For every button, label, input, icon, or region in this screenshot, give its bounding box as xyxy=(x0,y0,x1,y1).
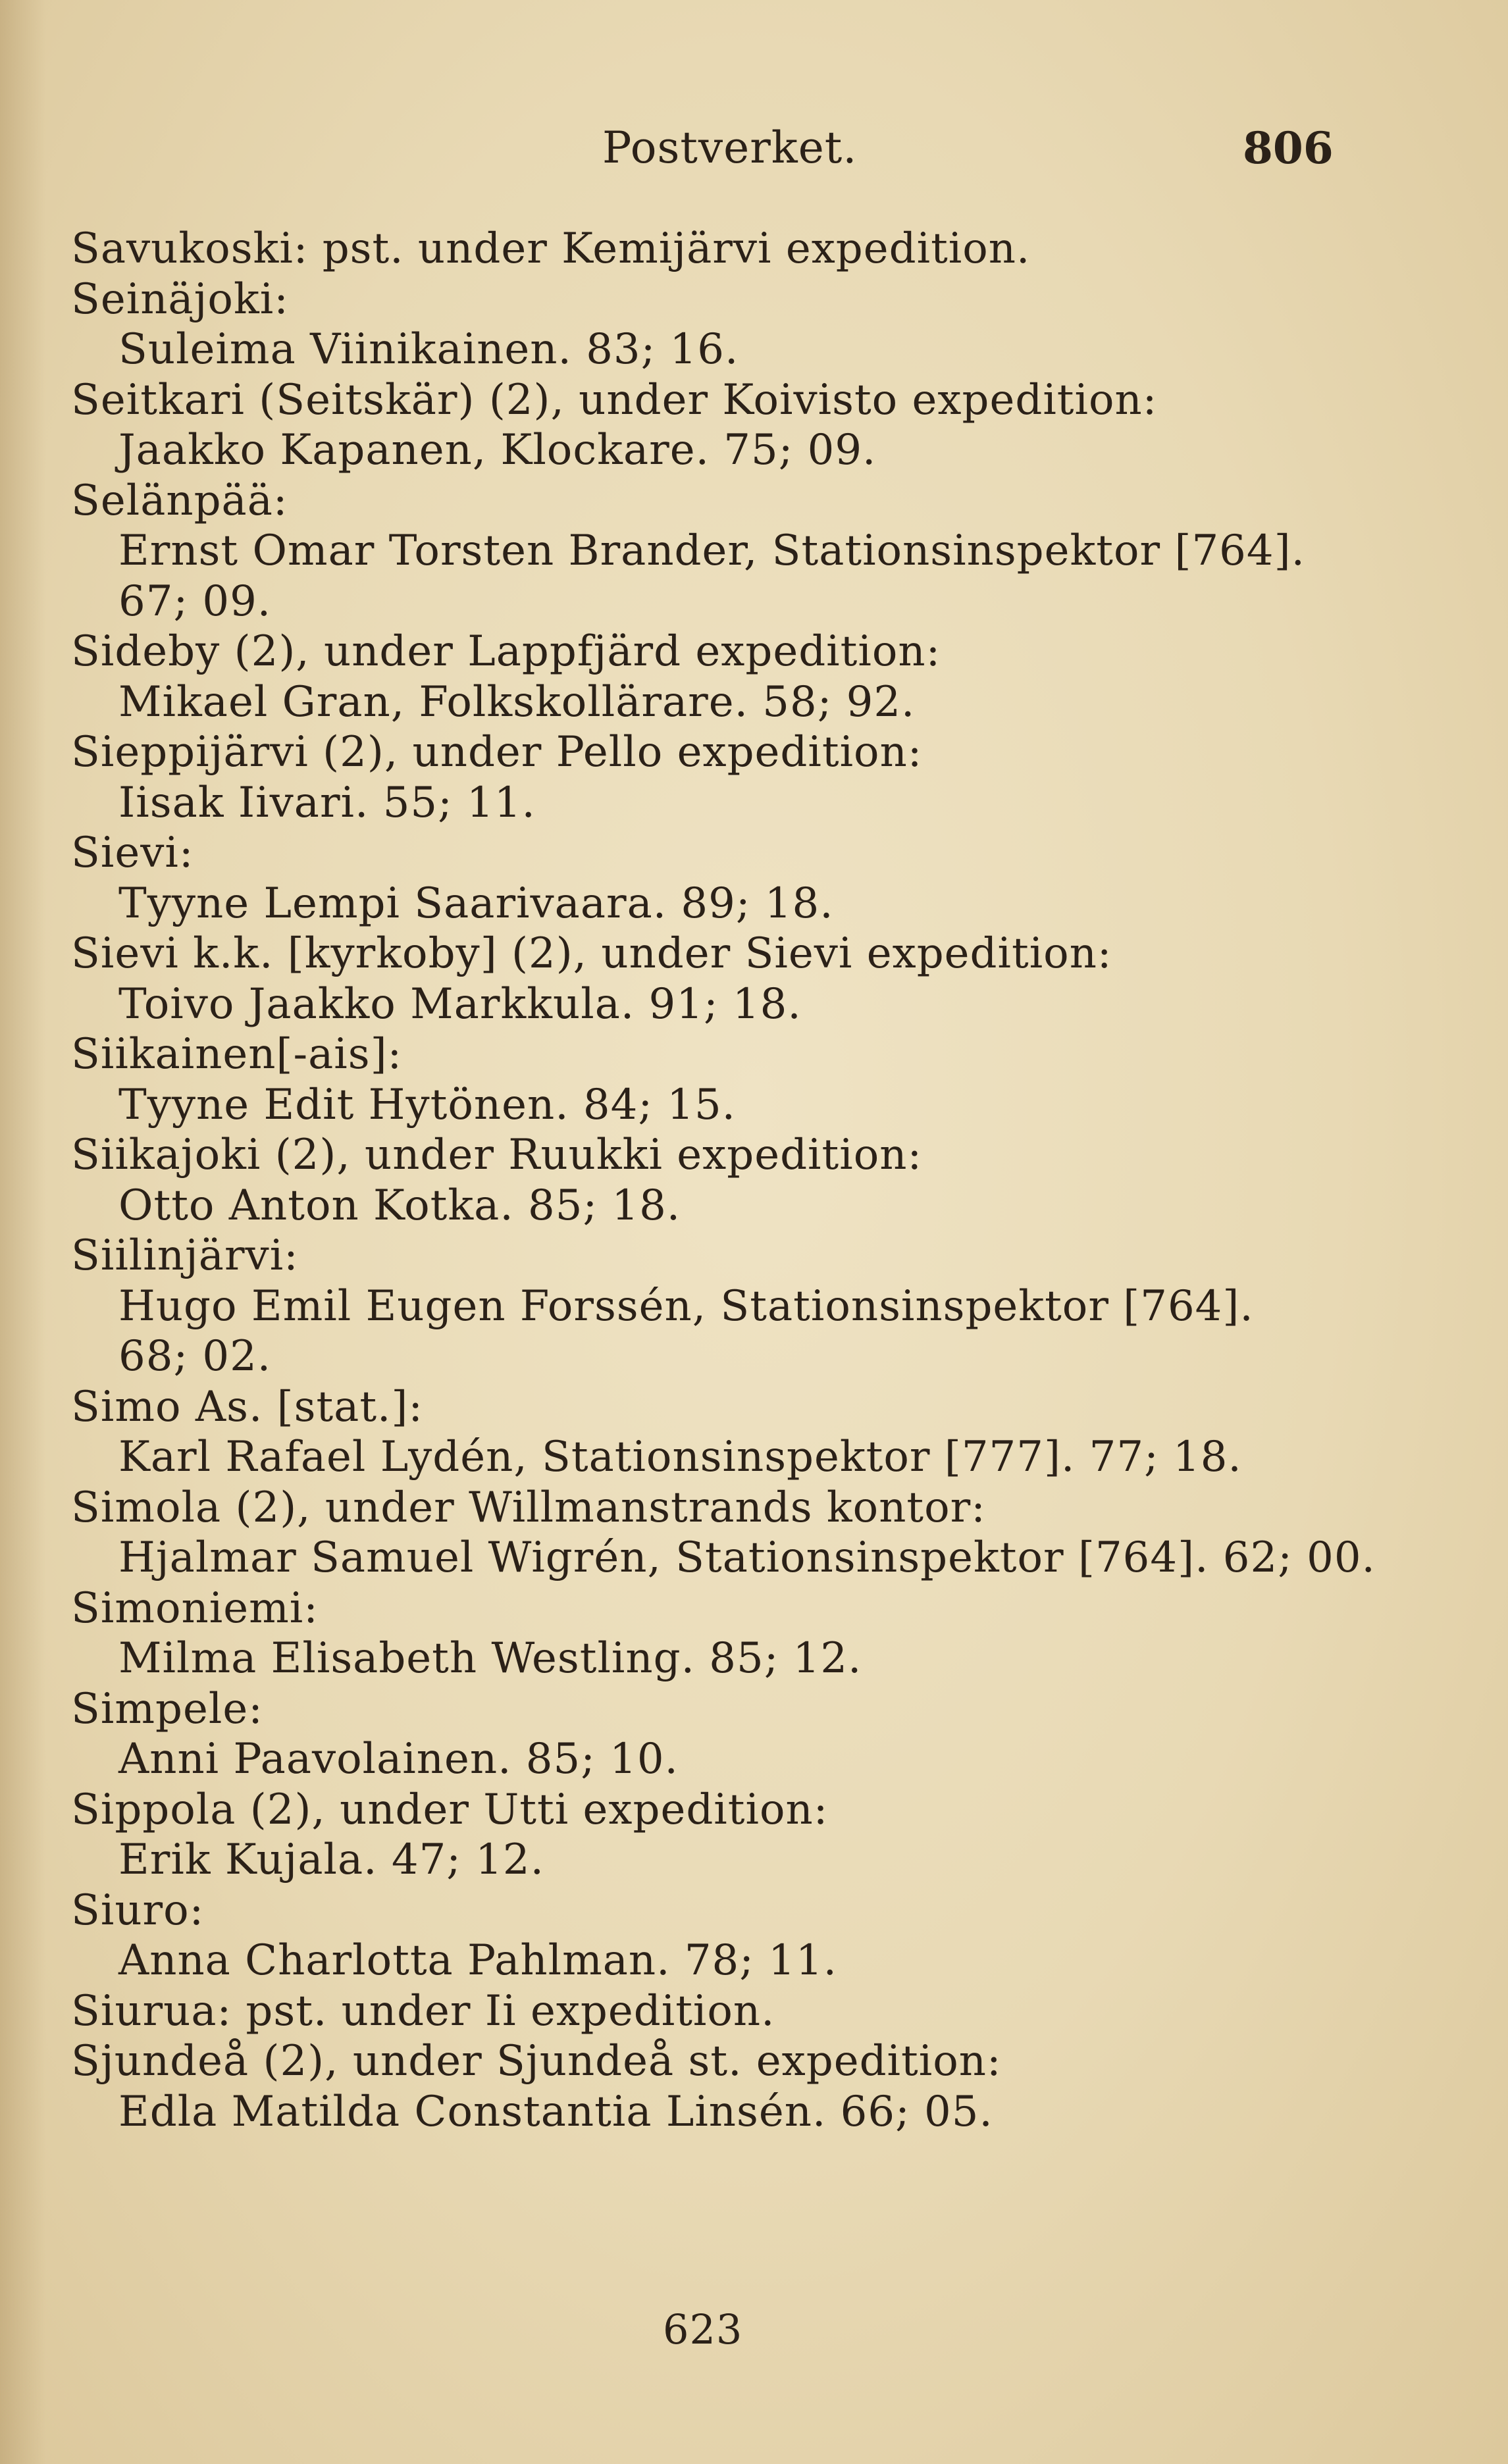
entry-line: Suleima Viinikainen. 83; 16. xyxy=(118,325,739,374)
entry-line: Sideby (2), under Lappfjärd expedition: xyxy=(71,627,941,676)
entry-line: Tyyne Lempi Saarivaara. 89; 18. xyxy=(118,879,834,928)
entry-line: Savukoski: pst. under Kemijärvi expedition. xyxy=(71,224,1031,273)
entry-line: Seinäjoki: xyxy=(71,274,289,324)
entry-line: Anni Paavolainen. 85; 10. xyxy=(118,1735,679,1784)
entry-line: Siikajoki (2), under Ruukki expedition: xyxy=(71,1131,922,1179)
entry-line: Simpele: xyxy=(71,1684,263,1733)
entry-line: Simo As. [stat.]: xyxy=(71,1382,423,1431)
entry-line: Jaakko Kapanen, Klockare. 75; 09. xyxy=(118,426,877,475)
page-number: 806 xyxy=(1243,122,1334,174)
entry-line: Edla Matilda Constantia Linsén. 66; 05. xyxy=(118,2087,993,2136)
entry-line: Sievi: xyxy=(71,829,194,877)
entry-line: Erik Kujala. 47; 12. xyxy=(118,1835,544,1884)
entry-line: Seitkari (Seitskär) (2), under Koivisto expedition: xyxy=(71,375,1158,424)
entry-line: Milma Elisabeth Westling. 85; 12. xyxy=(118,1634,862,1683)
entry-line: Sippola (2), under Utti expedition: xyxy=(71,1785,829,1834)
entry-line: Sieppijärvi (2), under Pello expedition: xyxy=(71,728,923,777)
entry-line: 68; 02. xyxy=(118,1332,272,1381)
entry-line: Selänpää: xyxy=(71,476,288,525)
entry-line: Ernst Omar Torsten Brander, Stationsinspektor [764]. xyxy=(118,526,1305,575)
entry-line: Iisak Iivari. 55; 11. xyxy=(118,778,536,827)
entry-line: Hjalmar Samuel Wigrén, Stationsinspektor [764]. 62; 00. xyxy=(118,1533,1376,1582)
entry-line: Tyyne Edit Hytönen. 84; 15. xyxy=(118,1080,736,1129)
entry-line: Siuro: xyxy=(71,1886,205,1935)
entry-line: Simoniemi: xyxy=(71,1583,319,1633)
entry-line: Siikainen[-ais]: xyxy=(71,1030,403,1079)
entry-line: Anna Charlotta Pahlman. 78; 11. xyxy=(118,1936,837,1985)
directory-entries xyxy=(71,224,1453,2137)
entry-line: Hugo Emil Eugen Forssén, Stationsinspektor [764]. xyxy=(118,1281,1254,1331)
entry-line: Otto Anton Kotka. 85; 18. xyxy=(118,1181,681,1230)
entry-line: Toivo Jaakko Markkula. 91; 18. xyxy=(118,979,802,1029)
page-edge-shadow xyxy=(0,0,46,2464)
signature-number: 623 xyxy=(663,2305,743,2353)
entry-line: 67; 09. xyxy=(118,577,272,626)
entry-line: Mikael Gran, Folkskollärare. 58; 92. xyxy=(118,677,916,727)
entry-line: Sjundeå (2), under Sjundeå st. expedition: xyxy=(71,2037,1002,2086)
entry-line: Simola (2), under Willmanstrands kontor: xyxy=(71,1483,986,1532)
entry-line: Siilinjärvi: xyxy=(71,1231,299,1280)
entry-line: Karl Rafael Lydén, Stationsinspektor [777]. 77; 18. xyxy=(118,1433,1242,1481)
running-title: Postverket. xyxy=(602,122,858,173)
entry-line: Sievi k.k. [kyrkoby] (2), under Sievi expedition: xyxy=(71,929,1112,978)
page-header xyxy=(0,118,1508,178)
entry-line: Siurua: pst. under Ii expedition. xyxy=(71,1986,775,2036)
